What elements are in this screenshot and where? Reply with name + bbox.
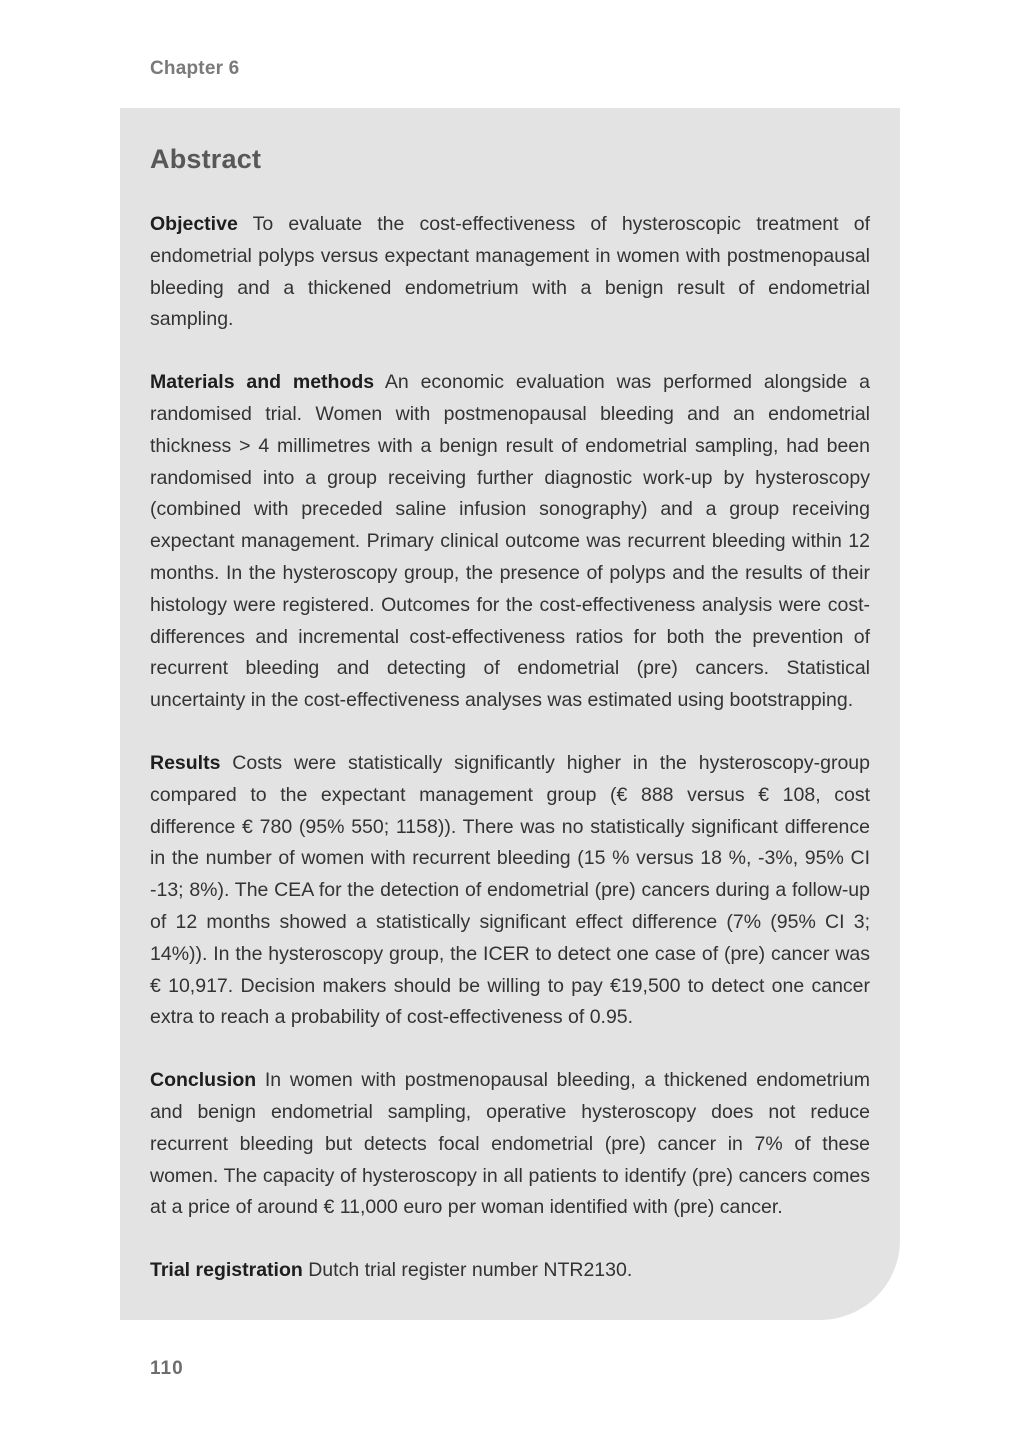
results-text: Costs were statistically significantly higher in the hysteroscopy-group compared to the expectant management group (€ 888 versus € 108, cost difference € 780 (95% 550; 1158)). There was no statistically significant difference in the number of women with recurrent bleeding (15 % versus 18 %, -3%, 95% CI -13; 8%). The CEA for the detection of endometrial (pre) cancers during a follow-up of 12 months showed a statistically significant effect difference (7% (95% CI 3; 14%)). In the hysteroscopy group, the ICER to detect one case of (pre) cancer was € 10,917. Decision makers should be willing to pay €19,500 to detect one cancer extra to reach a probability of cost-effectiveness of 0.95. <box>150 751 870 1029</box>
abstract-box <box>120 108 900 1320</box>
chapter-header: Chapter 6 <box>150 58 240 79</box>
conclusion-text: In women with postmenopausal bleeding, a thickened endometrium and benign endometrial sampling, operative hysteroscopy does not reduce recurrent bleeding but detects focal endometrial (pre) cancer in 7% of these women. The capacity of hysteroscopy in all patients to identify (pre) cancers comes at a price of around € 11,000 euro per woman identified with (pre) cancer. <box>150 1069 870 1219</box>
trial-registration-label: Trial registration <box>150 1259 303 1282</box>
objective-text: To evaluate the cost-effectiveness of hysteroscopic treatment of endometrial polyps versus expectant management in women with postmenopausal bleeding and a thickened endometrium with a benign result of endometrial sampling. <box>150 213 870 331</box>
trial-registration-section <box>150 1255 870 1287</box>
methods-text: An economic evaluation was performed alongside a randomised trial. Women with postmenopausal bleeding and an endometrial thickness > 4 millimetres with a benign result of endometrial sampling, had been randomised into a group receiving further diagnostic work-up by hysteroscopy (combined with preceded saline infusion sonography) and a group receiving expectant management. Primary clinical outcome was recurrent bleeding within 12 months. In the hysteroscopy group, the presence of polyps and the results of their histology were registered. Outcomes for the cost-effectiveness analysis were cost-differences and incremental cost-effectiveness ratios for both the prevention of recurrent bleeding and detecting of endometrial (pre) cancers. Statistical uncertainty in the cost-effectiveness analyses was estimated using bootstrapping. <box>150 371 870 712</box>
results-section <box>150 748 870 1034</box>
conclusion-label: Conclusion <box>150 1069 257 1092</box>
objective-section <box>150 209 870 336</box>
abstract-title: Abstract <box>150 144 262 174</box>
conclusion-section <box>150 1065 870 1224</box>
results-label: Results <box>150 751 221 774</box>
methods-label: Materials and methods <box>150 371 375 394</box>
trial-registration-text: Dutch trial register number NTR2130. <box>308 1259 633 1282</box>
objective-label: Objective <box>150 213 238 235</box>
methods-section <box>150 367 870 717</box>
page-number: 110 <box>150 1358 184 1379</box>
